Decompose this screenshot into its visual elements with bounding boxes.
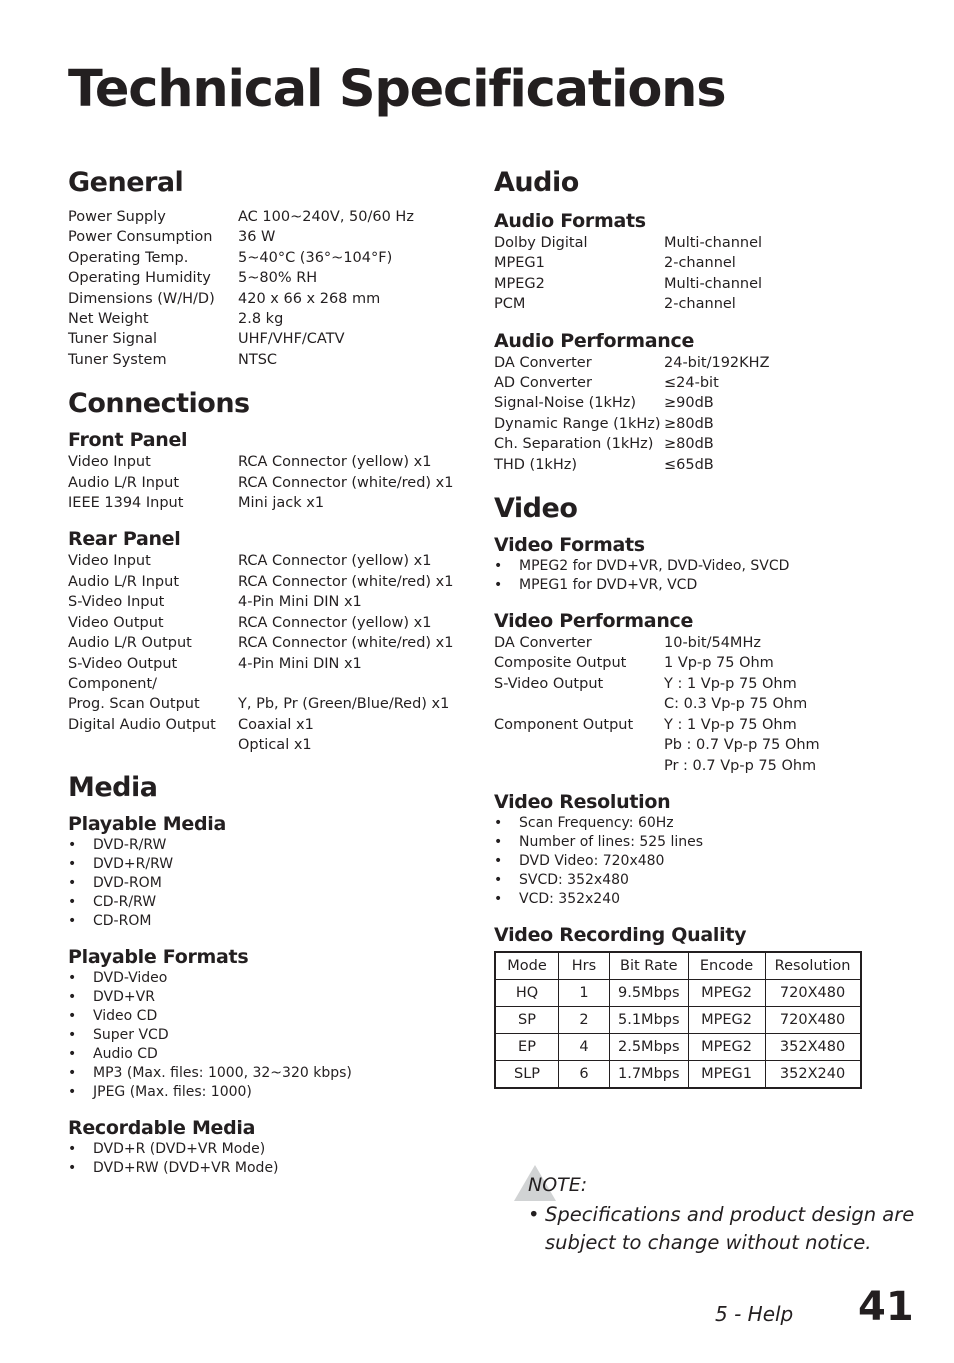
spec-row [68, 592, 468, 612]
video-formats-heading: Video Formats [494, 534, 645, 557]
spec-label: S-Video Input [68, 594, 165, 611]
spec-value: 2.8 kg [238, 311, 284, 328]
spec-label: Composite Output [494, 655, 627, 672]
spec-label: Operating Humidity [68, 270, 211, 287]
spec-label: Signal-Noise (1kHz) [494, 395, 637, 412]
spec-value: RCA Connector (white/red) x1 [238, 474, 454, 491]
spec-row [68, 452, 468, 472]
spec-label: AD Converter [494, 375, 592, 392]
spec-label: Video Output [68, 614, 164, 631]
spec-label: Component/ [68, 675, 158, 692]
table-cell: 6 [559, 1060, 610, 1088]
table-cell: MPEG1 [688, 1060, 765, 1088]
table-cell: 5.1Mbps [610, 1006, 689, 1033]
list-item: • CD-ROM [68, 912, 468, 931]
table-header-cell: Resolution [765, 952, 861, 980]
list-item: • DVD-Video [68, 969, 468, 988]
playable-formats-list [68, 969, 468, 1102]
spec-row [494, 353, 914, 373]
spec-row [68, 329, 468, 349]
audio-formats-specs [494, 233, 914, 315]
video-performance-specs [494, 633, 914, 776]
recordable-media-heading: Recordable Media [68, 1116, 256, 1139]
spec-row [68, 735, 468, 755]
table-cell: 720X480 [765, 1006, 861, 1033]
list-item: • DVD+R/RW [68, 855, 468, 874]
list-item: • DVD-R/RW [68, 836, 468, 855]
spec-row [494, 633, 914, 653]
spec-row [68, 613, 468, 633]
spec-label: Prog. Scan Output [68, 696, 200, 713]
spec-value: 2-channel [664, 255, 736, 272]
spec-label: Tuner Signal [68, 331, 158, 348]
spec-row [494, 756, 914, 776]
video-resolution-heading: Video Resolution [494, 790, 671, 813]
spec-label: DA Converter [494, 354, 592, 371]
spec-value: 5~80% RH [238, 270, 318, 287]
spec-row [68, 572, 468, 592]
spec-row [68, 654, 468, 674]
spec-value: C: 0.3 Vp-p 75 Ohm [664, 696, 808, 713]
spec-value: RCA Connector (white/red) x1 [238, 573, 454, 590]
spec-row [68, 227, 468, 247]
rear-panel-heading: Rear Panel [68, 528, 181, 551]
spec-label: THD (1kHz) [494, 456, 577, 473]
spec-label: Tuner System [68, 351, 167, 368]
spec-row [494, 735, 914, 755]
table-header-cell: Encode [688, 952, 765, 980]
spec-row [494, 233, 914, 253]
spec-label: Component Output [494, 716, 634, 733]
spec-value: UHF/VHF/CATV [238, 331, 345, 348]
spec-label: Audio L/R Input [68, 573, 180, 590]
media-heading: Media [68, 771, 158, 803]
list-item: • DVD+VR [68, 988, 468, 1007]
spec-value: ≤65dB [664, 456, 714, 473]
spec-row [494, 274, 914, 294]
spec-label: Ch. Separation (1kHz) [494, 436, 654, 453]
audio-performance-heading: Audio Performance [494, 329, 695, 352]
spec-value: 2-channel [664, 296, 736, 313]
spec-value: Optical x1 [238, 737, 312, 754]
spec-value: 4-Pin Mini DIN x1 [238, 655, 362, 672]
table-cell: MPEG2 [688, 979, 765, 1006]
table-cell: 1.7Mbps [610, 1060, 689, 1088]
spec-value: ≥80dB [664, 415, 714, 432]
spec-label: Operating Temp. [68, 249, 189, 266]
playable-formats-heading: Playable Formats [68, 945, 249, 968]
page-title: Technical Specifications [68, 60, 726, 119]
spec-value: RCA Connector (yellow) x1 [238, 553, 432, 570]
spec-value: 4-Pin Mini DIN x1 [238, 594, 362, 611]
spec-value: Mini jack x1 [238, 495, 325, 512]
playable-media-list [68, 836, 468, 931]
list-item: • DVD-ROM [68, 874, 468, 893]
spec-label: S-Video Output [68, 655, 178, 672]
spec-row [494, 653, 914, 673]
list-item: • MP3 (Max. files: 1000, 32~320 kbps) [68, 1064, 468, 1083]
spec-value: Y : 1 Vp-p 75 Ohm [664, 675, 797, 692]
spec-label [68, 735, 238, 755]
table-header-row [495, 952, 861, 980]
video-recording-quality-heading: Video Recording Quality [494, 923, 747, 946]
spec-row [68, 473, 468, 493]
spec-value: NTSC [238, 351, 278, 368]
table-row [495, 1060, 861, 1088]
spec-value: Multi-channel [664, 235, 763, 251]
spec-row [494, 253, 914, 273]
spec-label: PCM [494, 296, 526, 313]
spec-row [68, 248, 468, 268]
table-cell: 2 [559, 1006, 610, 1033]
spec-value: 24-bit/192KHZ [664, 354, 770, 371]
spec-value: Coaxial x1 [238, 716, 314, 733]
spec-row [494, 694, 914, 714]
spec-value: Multi-channel [664, 275, 763, 292]
table-cell: SLP [495, 1060, 559, 1088]
spec-row [494, 455, 914, 475]
spec-value: RCA Connector (yellow) x1 [238, 454, 432, 471]
front-panel-heading: Front Panel [68, 429, 188, 452]
list-item: • CD-R/RW [68, 893, 468, 912]
table-cell: 352X480 [765, 1033, 861, 1060]
spec-value: 36 W [238, 229, 276, 246]
list-item: • MPEG1 for DVD+VR, VCD [494, 576, 914, 595]
spec-value: Y, Pb, Pr (Green/Blue/Red) x1 [238, 696, 450, 713]
spec-label [494, 756, 664, 776]
spec-label [494, 694, 664, 714]
table-header-cell: Mode [495, 952, 559, 980]
table-header-cell: Bit Rate [610, 952, 689, 980]
table-cell: MPEG2 [688, 1006, 765, 1033]
spec-value: Pb : 0.7 Vp-p 75 Ohm [664, 737, 820, 754]
list-item: • Number of lines: 525 lines [494, 833, 914, 852]
note-bullet: • [528, 1203, 540, 1226]
list-item: • Super VCD [68, 1026, 468, 1045]
list-item: • SVCD: 352x480 [494, 871, 914, 890]
table-cell: HQ [495, 979, 559, 1006]
spec-label: IEEE 1394 Input [68, 495, 184, 512]
spec-row [494, 674, 914, 694]
spec-value: 10-bit/54MHz [664, 635, 761, 652]
left-column [68, 165, 468, 1178]
list-item: • Scan Frequency: 60Hz [494, 814, 914, 833]
audio-heading: Audio [494, 167, 579, 198]
spec-row [494, 715, 914, 735]
spec-label: Dimensions (W/H/D) [68, 290, 215, 307]
spec-label: Power Consumption [68, 229, 213, 246]
spec-value: 420 x 66 x 268 mm [238, 290, 381, 307]
spec-label: Audio L/R Input [68, 474, 180, 491]
recordable-media-list [68, 1140, 468, 1178]
video-resolution-list [494, 814, 914, 909]
audio-formats-heading: Audio Formats [494, 210, 646, 232]
video-heading: Video [494, 493, 578, 525]
table-cell: 9.5Mbps [610, 979, 689, 1006]
spec-row [494, 373, 914, 393]
spec-value: RCA Connector (yellow) x1 [238, 614, 432, 631]
table-cell: 2.5Mbps [610, 1033, 689, 1060]
general-heading: General [68, 167, 184, 198]
spec-row [494, 414, 914, 434]
spec-value: 1 Vp-p 75 Ohm [664, 655, 774, 672]
video-formats-list [494, 557, 914, 595]
spec-row [494, 294, 914, 314]
spec-row [68, 551, 468, 571]
playable-media-heading: Playable Media [68, 812, 227, 835]
spec-value: ≥90dB [664, 395, 714, 412]
list-item: • Video CD [68, 1007, 468, 1026]
recording-quality-table [494, 951, 862, 1089]
spec-label: Dolby Digital [494, 235, 588, 251]
spec-row [68, 350, 468, 370]
rear-panel-specs [68, 551, 468, 755]
table-row [495, 1033, 861, 1060]
spec-value: Pr : 0.7 Vp-p 75 Ohm [664, 757, 817, 774]
spec-value: AC 100~240V, 50/60 Hz [238, 209, 414, 225]
spec-row [68, 694, 468, 714]
note-line-1: Specifications and product design are [545, 1203, 915, 1226]
spec-value: ≤24-bit [664, 375, 719, 392]
spec-label: Video Input [68, 454, 151, 471]
spec-label: MPEG2 [494, 275, 545, 292]
table-cell: 720X480 [765, 979, 861, 1006]
list-item: • VCD: 352x240 [494, 890, 914, 909]
page-number: 41 [858, 1284, 914, 1330]
front-panel-specs [68, 452, 468, 513]
table-cell: SP [495, 1006, 559, 1033]
list-item: • DVD+R (DVD+VR Mode) [68, 1140, 468, 1159]
table-cell: EP [495, 1033, 559, 1060]
spec-label: Video Input [68, 553, 151, 570]
spec-row [68, 715, 468, 735]
note-title: NOTE: [528, 1174, 588, 1196]
video-performance-heading: Video Performance [494, 610, 694, 633]
spec-label: MPEG1 [494, 255, 545, 272]
spec-row [68, 309, 468, 329]
spec-row [68, 268, 468, 288]
table-header-cell: Hrs [559, 952, 610, 980]
spec-value: Y : 1 Vp-p 75 Ohm [664, 716, 797, 733]
table-row [495, 1006, 861, 1033]
list-item: • MPEG2 for DVD+VR, DVD-Video, SVCD [494, 557, 914, 576]
list-item: • DVD+RW (DVD+VR Mode) [68, 1159, 468, 1178]
footer-section-label: 5 - Help [715, 1302, 794, 1326]
spec-value: RCA Connector (white/red) x1 [238, 635, 454, 652]
spec-value: ≥80dB [664, 436, 714, 453]
spec-label: S-Video Output [494, 675, 604, 692]
spec-label: Digital Audio Output [68, 716, 216, 733]
general-specs [68, 207, 468, 370]
spec-label: Net Weight [68, 311, 149, 328]
list-item: • DVD Video: 720x480 [494, 852, 914, 871]
spec-row [494, 393, 914, 413]
table-cell: 352X240 [765, 1060, 861, 1088]
spec-label: Power Supply [68, 209, 166, 225]
spec-row [68, 633, 468, 653]
spec-label: Audio L/R Output [68, 635, 192, 652]
spec-row [68, 493, 468, 513]
table-cell: 1 [559, 979, 610, 1006]
list-item: • JPEG (Max. files: 1000) [68, 1083, 468, 1102]
spec-row [68, 674, 468, 694]
connections-heading: Connections [68, 388, 250, 420]
spec-value: 5~40°C (36°~104°F) [238, 249, 393, 266]
spec-label: Dynamic Range (1kHz) [494, 415, 661, 432]
list-item: • Audio CD [68, 1045, 468, 1064]
spec-row [68, 289, 468, 309]
spec-row [494, 434, 914, 454]
table-row [495, 979, 861, 1006]
audio-performance-specs [494, 353, 914, 475]
spec-label: DA Converter [494, 635, 592, 652]
spec-row [68, 207, 468, 227]
table-cell: MPEG2 [688, 1033, 765, 1060]
table-cell: 4 [559, 1033, 610, 1060]
note-line-2: subject to change without notice. [545, 1231, 872, 1254]
right-column [494, 165, 914, 1089]
spec-label [494, 735, 664, 755]
